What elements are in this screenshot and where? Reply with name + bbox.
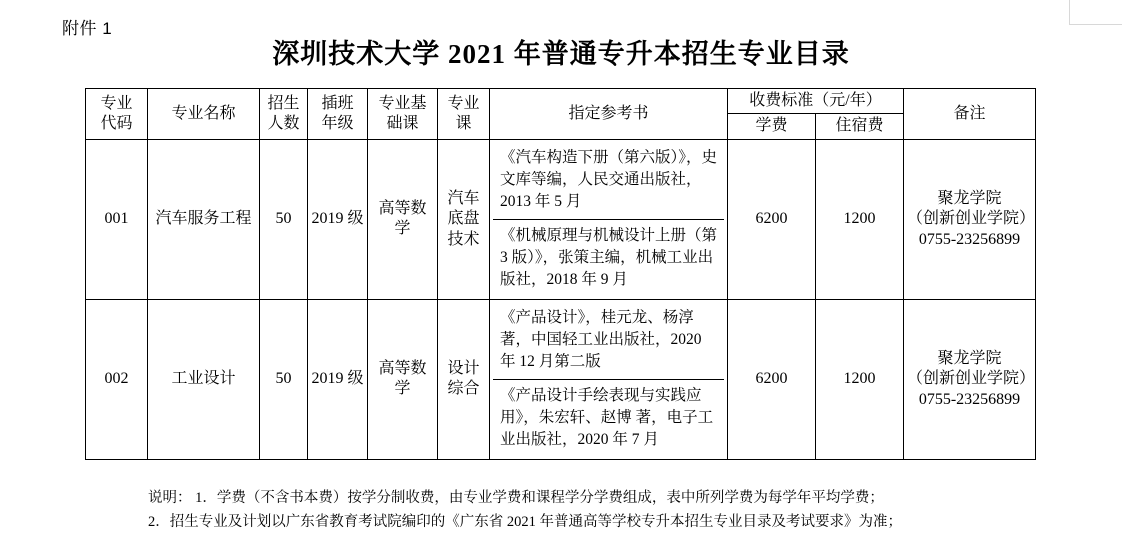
cell-dorm-fee: 1200 (816, 299, 904, 459)
cell-major-course: 汽车底盘技术 (438, 139, 490, 299)
cell-tuition: 6200 (728, 139, 816, 299)
header-dorm-fee: 住宿费 (816, 114, 904, 139)
cell-grade: 2019 级 (308, 139, 368, 299)
header-major-code-line1: 专业 (100, 94, 133, 112)
cell-major-course: 设计综合 (438, 299, 490, 459)
admissions-catalog-table (85, 88, 1036, 460)
cell-dorm-fee: 1200 (816, 139, 904, 299)
header-grade-line2: 年级 (321, 114, 354, 132)
header-major-code-line2: 代码 (100, 114, 133, 132)
cell-tuition: 6200 (728, 299, 816, 459)
table-row (86, 139, 1036, 299)
header-tuition: 学费 (728, 114, 816, 139)
header-enrollment-line2: 人数 (267, 114, 300, 132)
remark-line: 聚龙学院 (937, 349, 1002, 367)
header-enrollment-line1: 招生 (267, 94, 300, 112)
table-row (86, 299, 1036, 459)
table-header-row (86, 89, 1036, 114)
header-grade-line1: 插班 (321, 94, 354, 112)
header-enrollment (260, 89, 308, 140)
cell-major-code: 001 (86, 139, 148, 299)
cell-grade: 2019 级 (308, 299, 368, 459)
cell-remark (904, 299, 1036, 459)
book-entry: 《产品设计》，桂元龙、杨淳著，中国轻工业出版社，2020 年 12 月第二版 (493, 302, 724, 380)
remark-line: （创新创业学院） (907, 370, 1036, 388)
footnote-line: 2．招生专业及计划以广东省教育考试院编印的《广东省 2021 年普通高等学校专升本招生专业目录及考试要求》为准； (148, 513, 902, 530)
header-base-course-line1: 专业基 (378, 94, 427, 112)
footnote-line: 说明： 1．学费（不含书本费）按学分制收费，由专业学费和课程学分学费组成，表中所列学费为每学年平均学费； (148, 490, 884, 506)
header-fee-group: 收费标准（元/年） (728, 89, 904, 114)
cell-remark (904, 139, 1036, 299)
cell-major-name: 工业设计 (148, 299, 260, 459)
cell-enrollment: 50 (260, 139, 308, 299)
header-base-course-line2: 础课 (386, 114, 419, 132)
page-title: 深圳技术大学 2021 年普通专升本招生专业目录 (272, 39, 850, 69)
header-reference-books: 指定参考书 (490, 89, 728, 140)
attachment-label: 附件 1 (62, 19, 113, 38)
cell-reference-books (490, 299, 728, 459)
header-remark: 备注 (904, 89, 1036, 140)
remark-line: 0755-23256899 (918, 390, 1021, 408)
remark-line: 聚龙学院 (937, 189, 1002, 207)
cell-base-course: 高等数学 (368, 299, 438, 459)
header-major-course: 专业课 (438, 89, 490, 140)
book-entry: 《产品设计手绘表现与实践应用》，朱宏轩、赵博 著，电子工业出版社，2020 年 7 月 (500, 386, 714, 448)
header-major-code (86, 89, 148, 140)
page-corner-mark (1069, 0, 1122, 25)
header-base-course (368, 89, 438, 140)
cell-major-name: 汽车服务工程 (148, 139, 260, 299)
header-grade (308, 89, 368, 140)
remark-line: 0755-23256899 (918, 230, 1021, 248)
book-entry: 《汽车构造下册（第六版）》，史文库等编，人民交通出版社，2013 年 5 月 (493, 142, 724, 220)
cell-base-course: 高等数学 (368, 139, 438, 299)
footnotes (148, 487, 1048, 535)
header-major-name: 专业名称 (148, 89, 260, 140)
book-entry: 《机械原理与机械设计上册（第 3 版）》，张策主编，机械工业出版社，2018 年 9 月 (500, 226, 718, 288)
cell-enrollment: 50 (260, 299, 308, 459)
remark-line: （创新创业学院） (907, 210, 1036, 228)
cell-reference-books (490, 139, 728, 299)
cell-major-code: 002 (86, 299, 148, 459)
